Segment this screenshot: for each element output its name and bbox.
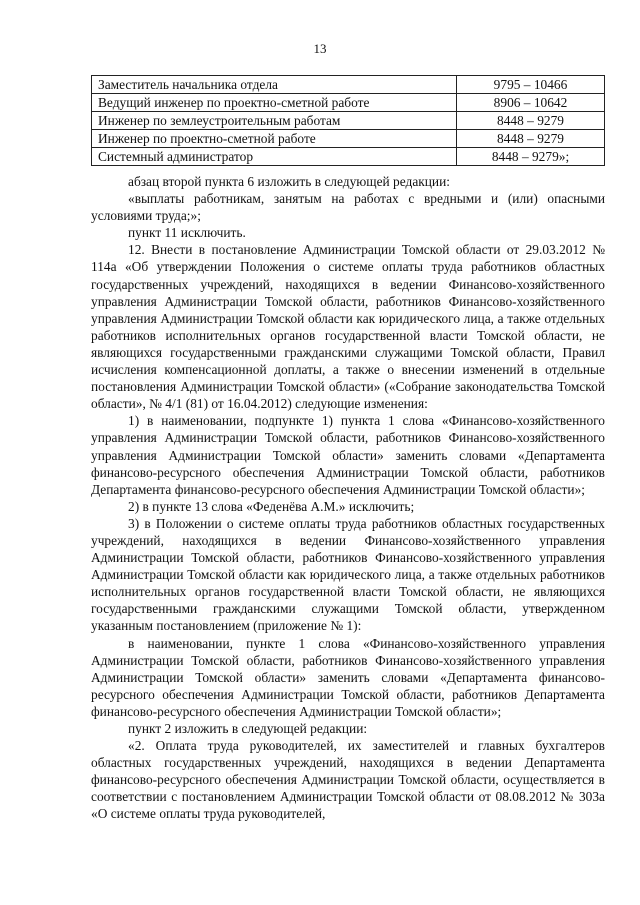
salary-table xyxy=(91,75,605,166)
page-number: 13 xyxy=(313,41,327,56)
table-cell-range: 8906 – 10642 xyxy=(457,94,605,112)
paragraph: абзац второй пункта 6 изложить в следующей редакции: xyxy=(128,174,450,189)
paragraph: 2) в пункте 13 слова «Феденёва А.М.» исключить; xyxy=(128,498,415,514)
paragraph: 12. Внести в постановление Администрации Томской области от 29.03.2012 № 114а «Об утверждении Положения о системе оплаты труда работников областных государственных учреждений, находящихся в ведении Финансово-хозяйственного управления Администрации Томской области, работников Финансово-хозяйственного управления Администрации Томской области как юридического лица, а также отдельных работников исполнительных органов государственной власти Томской области, не являющихся государственными гражданскими служащими Томской области, Правил исчисления компенсационной доплаты, а также о внесении изменений в отдельные постановления Администрации Томской области» («Собрание законодательства Томской области», № 4/1 (81) от 16.04.2012) следующие изменения: xyxy=(91,242,605,412)
paragraph: «2. Оплата труда руководителей, их заместителей и главных бухгалтеров областных государственных учреждений, находящихся в ведении Департамента финансово-ресурсного обеспечения Администрации Томской области, осуществляется в соответствии с постановлением Администрации Томской области от 08.08.2012 № 303а «О системе оплаты труда руководителей, xyxy=(91,738,605,822)
paragraph: в наименовании, пункте 1 слова «Финансово-хозяйственного управления Администрации Томской области, работников Финансово-хозяйственного управления Администрации Томской области» заменить словами «Департамента финансово-ресурсного обеспечения Администрации Томской области, работников Департамента финансово-ресурсного обеспечения Администрации Томской области»; xyxy=(91,635,605,719)
paragraph: 3) в Положении о системе оплаты труда работников областных государственных учреждений, находящихся в ведении Финансово-хозяйственного управления Администрации Томской области, работников Финансово-хозяйственного управления Администрации Томской области как юридического лица, а также отдельных работников исполнительных органов государственной власти Томской области, не являющихся государственными гражданскими служащими Томской области, утвержденном указанным постановлением (приложение № 1): xyxy=(91,515,605,634)
paragraph: пункт 2 изложить в следующей редакции: xyxy=(128,721,368,736)
table-cell-range: 8448 – 9279 xyxy=(457,112,605,130)
paragraph: пункт 11 исключить. xyxy=(128,225,246,241)
table-cell-range: 8448 – 9279 xyxy=(457,130,605,148)
paragraph: 1) в наименовании, подпункте 1) пункта 1 слова «Финансово-хозяйственного управления Администрации Томской области, работников Финансово-хозяйственного управления Администрации Томской области» заменить словами «Департамента финансово-ресурсного обеспечения Администрации Томской области, работников Департамента финансово-ресурсного обеспечения Администрации Томской области»; xyxy=(91,413,605,497)
table-row xyxy=(92,94,605,112)
table-row xyxy=(92,76,605,94)
table-cell-position: Системный администратор xyxy=(92,148,457,166)
table-cell-position: Ведущий инженер по проектно-сметной работе xyxy=(92,94,457,112)
paragraph: «выплаты работникам, занятым на работах с вредными и (или) опасными условиями труда;»; xyxy=(91,191,605,224)
table-row xyxy=(92,112,605,130)
table-row xyxy=(92,148,605,166)
table-row xyxy=(92,130,605,148)
table-cell-range: 9795 – 10466 xyxy=(457,76,605,94)
document-body xyxy=(91,173,605,823)
table-cell-position: Инженер по землеустроительным работам xyxy=(92,112,457,130)
table-cell-position: Заместитель начальника отдела xyxy=(92,76,457,94)
table-cell-range: 8448 – 9279»; xyxy=(457,148,605,166)
table-cell-position: Инженер по проектно-сметной работе xyxy=(92,130,457,148)
